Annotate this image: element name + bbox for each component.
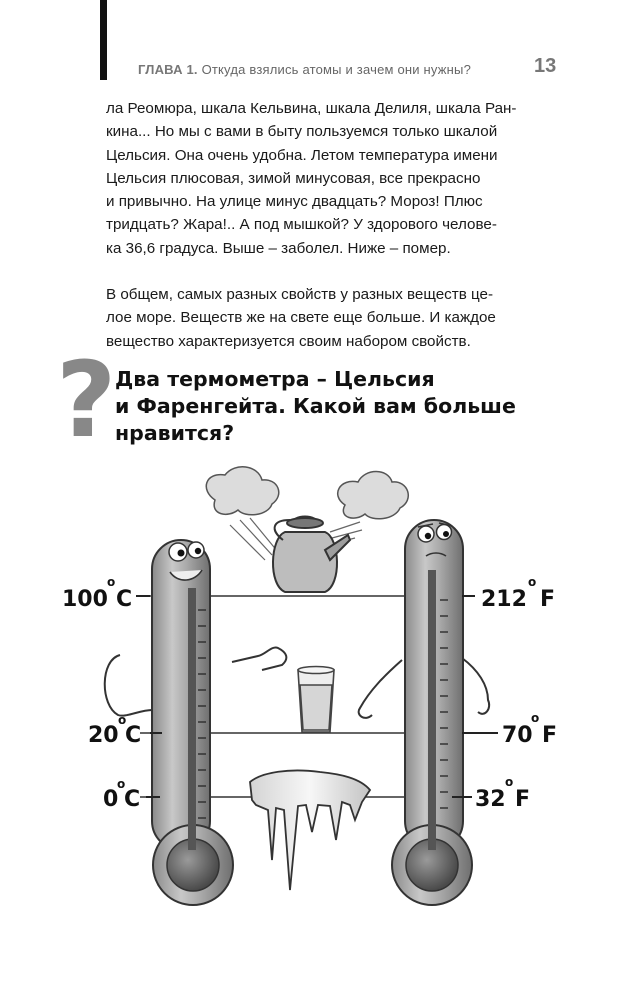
question-line: Два термометра – Цельсия <box>115 367 435 391</box>
paragraph-2 <box>106 283 496 353</box>
header-bar <box>100 0 107 80</box>
text-line: ла Реомюра, шкала Кельвина, шкала Делиля, шкала Ран- <box>106 100 517 117</box>
question-line: нравится? <box>115 421 235 445</box>
degree-symbol: o <box>528 575 537 589</box>
text-line: ка 36,6 градуса. Выше – заболел. Ниже – помер. <box>106 239 451 257</box>
question-line: и Фаренгейта. Какой вам больше <box>115 394 516 418</box>
fahrenheit-thermometer <box>359 520 490 905</box>
text-line: кина... Но мы с вами в быту пользуемся только шкалой <box>106 123 498 141</box>
text-line: Цельсия. Она очень удобна. Летом температура имени <box>106 146 498 164</box>
water-glass <box>298 667 334 733</box>
steam-cloud-left <box>206 467 278 515</box>
question-heading <box>115 366 516 447</box>
fahrenheit-70-value: 70 <box>502 723 533 748</box>
page-number: 13 <box>534 55 557 77</box>
fahrenheit-32-value: 32 <box>475 787 506 812</box>
chapter-label: ГЛАВА 1. <box>138 62 198 77</box>
celsius-100-value: 100 <box>62 587 108 612</box>
celsius-20-value: 20 <box>88 723 119 748</box>
text-line: лое море. Веществ же на свете еще больше. И каждое <box>106 309 496 327</box>
fahrenheit-unit: F <box>542 723 558 748</box>
degree-symbol: o <box>531 711 540 725</box>
degree-symbol: o <box>107 575 116 589</box>
degree-symbol: o <box>117 777 126 791</box>
text-line: В общем, самых разных свойств у разных веществ це- <box>106 286 494 303</box>
fahrenheit-212-value: 212 <box>481 587 527 612</box>
chapter-title: Откуда взялись атомы и зачем они нужны? <box>201 62 472 77</box>
text-line: тридцать? Жара!.. А под мышкой? У здорового челове- <box>106 216 497 234</box>
text-line: Цельсия плюсовая, зимой минусовая, все прекрасно <box>106 169 481 187</box>
kettle <box>273 517 350 593</box>
fahrenheit-unit: F <box>515 787 531 812</box>
degree-symbol: o <box>118 713 127 727</box>
thermometers-illustration <box>0 460 619 1000</box>
degree-symbol: o <box>505 775 514 789</box>
paragraph-1 <box>106 97 516 260</box>
question-mark-icon: ? <box>56 339 117 461</box>
ice-block <box>250 770 370 890</box>
celsius-0-value: 0 <box>103 787 119 812</box>
text-line: и привычно. На улице минус двадцать? Мороз! Плюс <box>106 193 483 211</box>
celsius-unit: C <box>125 723 142 748</box>
fahrenheit-unit: F <box>540 587 556 612</box>
running-header <box>138 62 471 77</box>
steam-cloud-right <box>338 472 409 519</box>
celsius-unit: C <box>116 587 133 612</box>
celsius-unit: C <box>124 787 141 812</box>
text-line: вещество характеризуется своим набором свойств. <box>106 332 471 350</box>
